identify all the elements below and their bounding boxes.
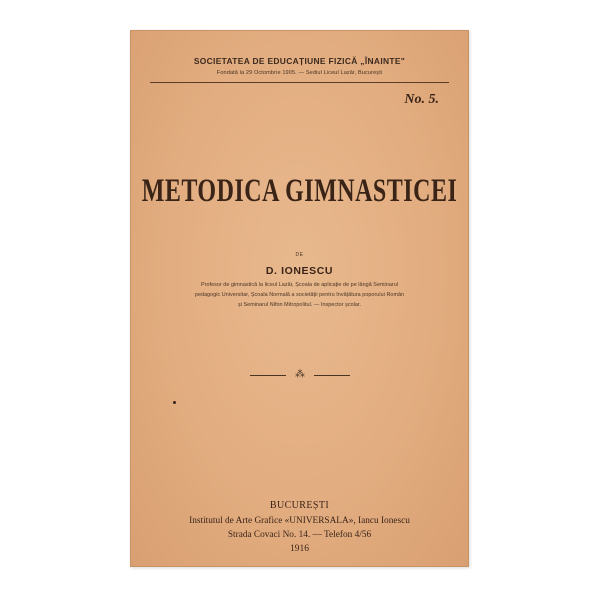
author-name: D. IONESCU (265, 265, 334, 277)
ink-spot (173, 401, 176, 404)
decorative-divider (250, 371, 350, 381)
divider-ornament-icon: ⁂ (295, 369, 305, 380)
society-name: SOCIETATEA DE EDUCAȚIUNE FIZICĂ „ÎNAINTE" (193, 56, 406, 66)
imprint-city: BUCUREȘTI (269, 500, 330, 511)
header-rule (150, 82, 449, 83)
book-cover-page (130, 30, 469, 567)
divider-left-rule (250, 375, 286, 376)
founding-note: Fondată la 29 Octombrie 1905. — Sediul Liceul Lazăr, București (216, 70, 383, 76)
issue-number: No. 5. (404, 92, 439, 107)
book-title: METODICA GIMNASTICEI (141, 174, 458, 210)
imprint-year: 1916 (290, 544, 309, 554)
byline-de: DE (295, 252, 304, 258)
author-credential-line: Profesor de gimnastică la liceul Lazăr, Școala de aplicație de pe lângă Seminarul (200, 282, 399, 288)
author-credential-line: pedagogic Universitar, Școala Normală a societății pentru învățătura poporului Român (194, 292, 405, 298)
author-credential-line: și Seminarul Nifon Mitropolitul. — Inspector școlar. (237, 302, 362, 308)
divider-right-rule (314, 375, 350, 376)
imprint-address: Strada Covaci No. 14. — Telefon 4/56 (227, 530, 372, 540)
imprint-publisher: Institutul de Arte Grafice «UNIVERSALA», Iancu Ionescu (189, 516, 410, 526)
